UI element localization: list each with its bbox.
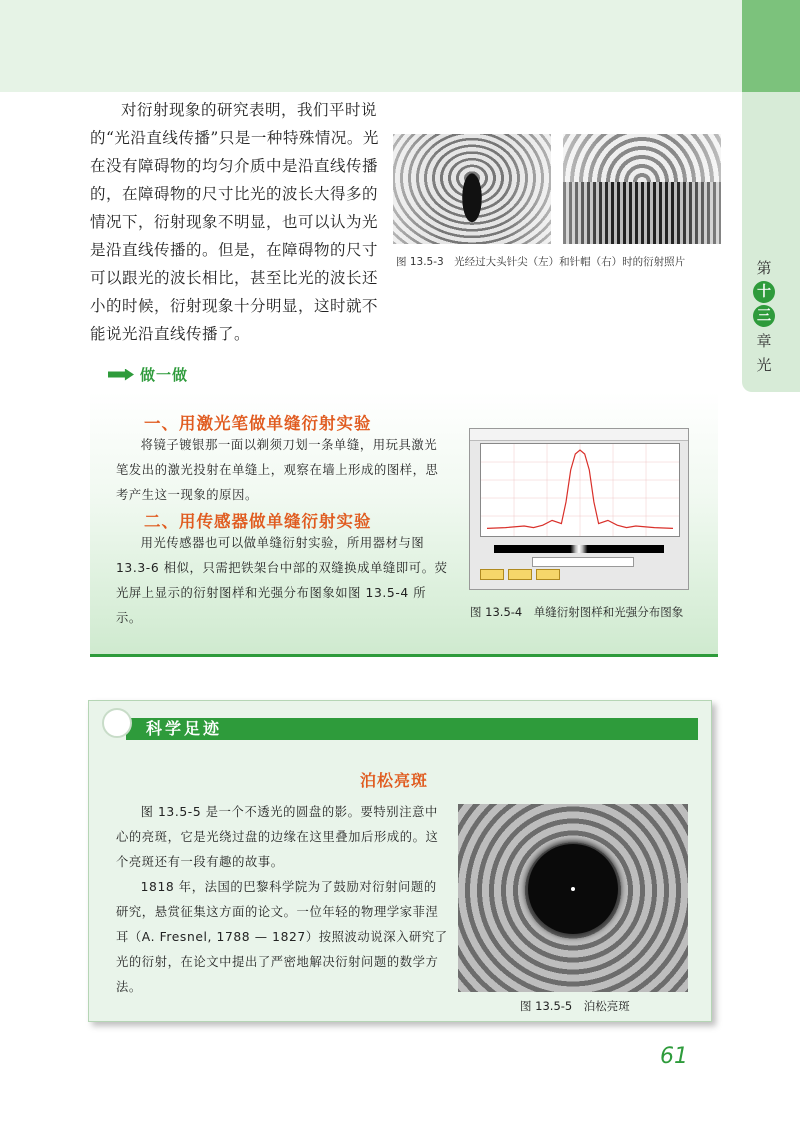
chapter-suffix: 章: [756, 332, 772, 350]
figure-caption-13-5-5: 图 13.5-5 泊松亮斑: [520, 999, 630, 1013]
pin-head-diffraction-photo: [563, 134, 721, 244]
chapter-tab-top: [742, 0, 800, 92]
intensity-plot-svg: [481, 444, 679, 536]
bright-spot: [571, 887, 575, 891]
screenshot-buttons: [480, 569, 560, 580]
science-heading: 科学足迹: [146, 719, 223, 738]
diffraction-pattern-strip: [494, 545, 664, 553]
intro-paragraph: 对衍射现象的研究表明，我们平时说的“光沿直线传播”只是一种特殊情况。光在没有障碍物的均匀介质中是沿直线传播的，在障碍物的尺寸比光的波长大得多的情况下，衍射现象不明显，也可以认为光是沿直线传播的。但是，在障碍物的尺寸可以跟光的波长相比，甚至比光的波长还小的时候，衍射现象十分明显，这时就不能说光沿直线传播了。: [90, 101, 379, 343]
chapter-prefix: 第: [756, 259, 772, 277]
header-band: [0, 0, 742, 92]
sensor-software-screenshot: [469, 428, 689, 590]
activity-heading-label: 做一做: [140, 366, 189, 384]
figure-caption-13-5-3: 图 13.5-3 光经过大头针尖（左）和针帽（右）时的衍射照片: [396, 256, 686, 268]
section2-text: 用光传感器也可以做单缝衍射实验，所用器材与图 13.3-6 相似，只需把铁架台中部的双缝换成单缝即可。荧光屏上显示的衍射图样和光强分布图象如图 13.5-4 所示。: [116, 536, 448, 625]
screenshot-button[interactable]: [508, 569, 532, 580]
section1-title: 一、用激光笔做单缝衍射实验: [144, 414, 372, 433]
chapter-topic: 光: [756, 356, 772, 374]
screenshot-button[interactable]: [480, 569, 504, 580]
section2-title: 二、用传感器做单缝衍射实验: [144, 512, 372, 531]
screenshot-field: [532, 557, 634, 567]
science-circle-icon: [102, 708, 132, 738]
arrow-icon: [108, 369, 134, 381]
pin-tip-diffraction-photo: [393, 134, 551, 244]
poisson-spot-title: 泊松亮斑: [360, 771, 429, 790]
chapter-label: [752, 254, 776, 378]
activity-heading: [108, 364, 188, 385]
screenshot-titlebar: [470, 429, 688, 441]
chapter-number-1: 十: [753, 281, 775, 303]
screenshot-button[interactable]: [536, 569, 560, 580]
section1-text: 将镜子镀银那一面以剃须刀划一条单缝，用玩具激光笔发出的激光投射在单缝上，观察在墙上形成的图样，思考产生这一现象的原因。: [116, 438, 439, 502]
figure-caption-13-5-4: 图 13.5-4 单缝衍射图样和光强分布图象: [470, 605, 684, 619]
poisson-spot-photo: [458, 804, 688, 992]
intensity-plot: [480, 443, 680, 537]
plot-grid: [481, 444, 679, 536]
opaque-disk-shadow: [528, 844, 618, 934]
science-paragraph-1: 图 13.5-5 是一个不透光的圆盘的影。要特别注意中心的亮斑，它是光绕过盘的边缘在这里叠加后形成的。这个亮斑还有一段有趣的故事。: [116, 805, 439, 869]
science-paragraph-2: 1818 年，法国的巴黎科学院为了鼓励对衍射问题的研究，悬赏征集这方面的论文。一位年轻的物理学家菲涅耳（A. Fresnel, 1788 — 1827）按照波动说深入研究了光的衍射，在论文中提出了严密地解决衍射问题的数学方法。: [116, 880, 448, 994]
chapter-number-2: 三: [753, 305, 775, 327]
page-number: 61: [660, 1044, 688, 1069]
